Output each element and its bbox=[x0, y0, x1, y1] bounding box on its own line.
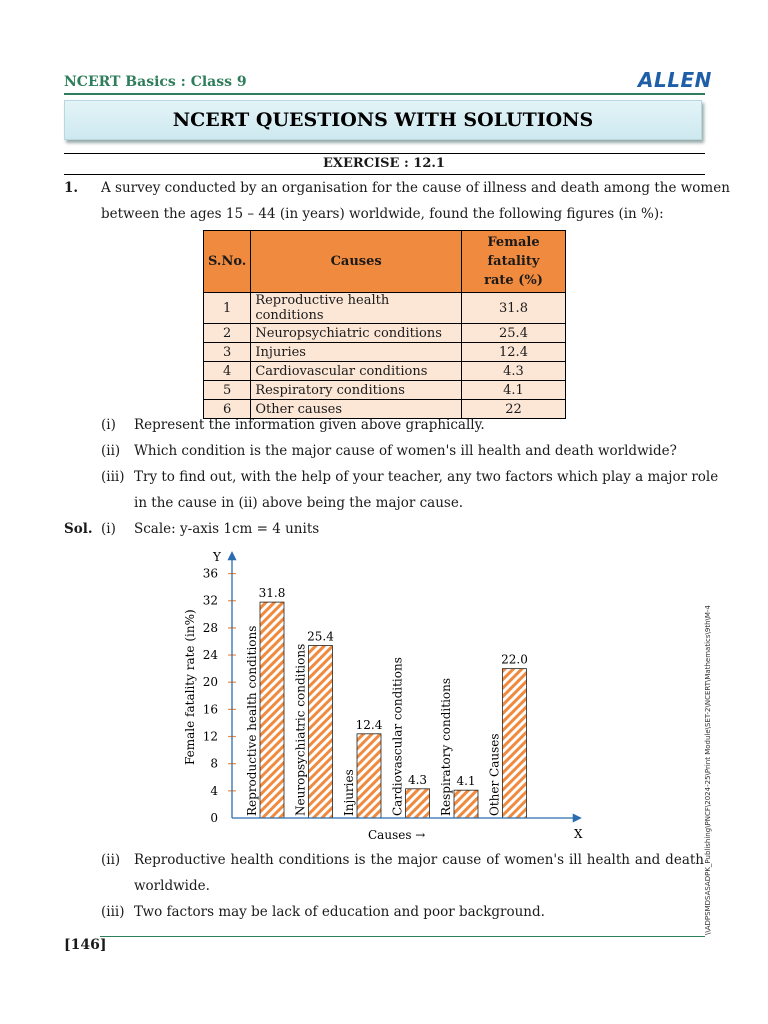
table-row bbox=[204, 324, 566, 343]
solution-part-ii-line-2: worldwide. bbox=[134, 878, 210, 894]
category-label: Other Causes bbox=[487, 733, 502, 816]
x-axis-label: Causes → bbox=[368, 828, 426, 842]
table-row bbox=[204, 381, 566, 400]
cell-rate: 4.3 bbox=[462, 362, 566, 381]
part-iii-text-2: in the cause in (ii) above being the major cause. bbox=[134, 495, 464, 511]
exercise-rule-top bbox=[64, 153, 705, 154]
x-axis-name: X bbox=[574, 827, 583, 841]
cell-sno: 4 bbox=[204, 362, 251, 381]
part-ii-text: Which condition is the major cause of women's ill health and death worldwide? bbox=[134, 443, 677, 459]
solution-part-ii-line-1: Reproductive health conditions is the major cause of women's ill health and death bbox=[134, 852, 704, 868]
y-tick-label: 0 bbox=[210, 811, 218, 825]
header-title: NCERT Basics : Class 9 bbox=[64, 74, 247, 90]
question-line-1: A survey conducted by an organisation for the cause of illness and death among the women bbox=[101, 180, 730, 196]
table-header-rate bbox=[462, 231, 566, 293]
cell-rate: 22 bbox=[462, 400, 566, 419]
cell-rate: 12.4 bbox=[462, 343, 566, 362]
bar bbox=[357, 734, 381, 818]
y-tick-label: 28 bbox=[202, 620, 218, 635]
table-row bbox=[204, 362, 566, 381]
cell-sno: 3 bbox=[204, 343, 251, 362]
part-i-num: (i) bbox=[101, 417, 116, 433]
part-ii-num: (ii) bbox=[101, 443, 121, 459]
part-i-text: Represent the information given above graphically. bbox=[134, 417, 485, 433]
bar-value-label: 31.8 bbox=[258, 586, 286, 601]
category-label: Respiratory conditions bbox=[439, 677, 453, 816]
cell-rate: 25.4 bbox=[462, 324, 566, 343]
cell-cause: Other causes bbox=[251, 400, 462, 419]
solution-scale: Scale: y-axis 1cm = 4 units bbox=[134, 521, 320, 537]
category-label: Neuropsychiatric conditions bbox=[293, 643, 308, 816]
cell-cause: Reproductive health conditions bbox=[251, 293, 462, 324]
bar bbox=[503, 669, 527, 818]
table-row bbox=[204, 343, 566, 362]
part-iii-text: Try to find out, with the help of your teacher, any two factors which play a major role bbox=[134, 469, 719, 485]
rate-header-line-3: rate (%) bbox=[484, 273, 543, 288]
y-axis-name: Y bbox=[213, 550, 221, 564]
rate-header-line-1: Female bbox=[487, 235, 540, 250]
table-header-sno: S.No. bbox=[204, 231, 251, 293]
cell-sno: 2 bbox=[204, 324, 251, 343]
bar bbox=[309, 646, 333, 818]
cell-cause: Injuries bbox=[251, 343, 462, 362]
y-axis-label: Female fatality rate (in%) bbox=[183, 609, 197, 765]
table-row bbox=[204, 293, 566, 324]
fatality-table bbox=[203, 230, 566, 419]
solution-label: Sol. bbox=[64, 521, 93, 537]
y-tick-label: 8 bbox=[210, 756, 218, 771]
brand-logo: ALLEN bbox=[638, 68, 712, 92]
cell-sno: 5 bbox=[204, 381, 251, 400]
category-label: Cardiovascular conditions bbox=[390, 657, 405, 816]
header-rule bbox=[64, 93, 705, 95]
y-tick-label: 12 bbox=[202, 729, 218, 744]
cell-sno: 1 bbox=[204, 293, 251, 324]
bar-value-label: 25.4 bbox=[307, 629, 334, 644]
cell-rate: 4.1 bbox=[462, 381, 566, 400]
exercise-rule-bottom bbox=[64, 174, 705, 175]
cell-sno: 6 bbox=[204, 400, 251, 419]
category-label: Reproductive health conditions bbox=[245, 625, 259, 816]
page-number: [146] bbox=[64, 937, 107, 953]
category-label: Injuries bbox=[342, 769, 356, 816]
cell-cause: Cardiovascular conditions bbox=[251, 362, 462, 381]
y-tick-label: 24 bbox=[202, 648, 218, 663]
side-file-path: \\ADPSMDSASADPK_Publishing\PNCF\2024-25\Print Module\SET-2\NCERT\Mathematics\9th\M-4 bbox=[704, 605, 712, 935]
table-header-causes: Causes bbox=[251, 231, 462, 293]
bar-value-label: 22.0 bbox=[501, 652, 528, 667]
bar-value-label: 4.1 bbox=[456, 774, 476, 789]
question-number: 1. bbox=[64, 180, 79, 196]
part-iii-num: (iii) bbox=[101, 469, 125, 485]
y-tick-label: 36 bbox=[202, 566, 218, 581]
y-tick-label: 32 bbox=[202, 593, 218, 608]
exercise-title: EXERCISE : 12.1 bbox=[323, 156, 445, 171]
solution-part-iii-num: (iii) bbox=[101, 904, 125, 920]
cell-cause: Respiratory conditions bbox=[251, 381, 462, 400]
cell-rate: 31.8 bbox=[462, 293, 566, 324]
bar bbox=[260, 602, 284, 818]
solution-part-iii-text: Two factors may be lack of education and poor background. bbox=[134, 904, 545, 920]
section-banner: NCERT QUESTIONS WITH SOLUTIONS bbox=[64, 100, 702, 140]
solution-part-ii-num: (ii) bbox=[101, 852, 121, 868]
rate-header-line-2: fatality bbox=[487, 254, 540, 269]
bar bbox=[454, 790, 478, 818]
bar-chart bbox=[160, 545, 600, 845]
footer-rule bbox=[100, 936, 705, 937]
y-tick-label: 16 bbox=[202, 702, 218, 717]
y-tick-label: 20 bbox=[202, 675, 218, 690]
solution-part-i-num: (i) bbox=[101, 521, 116, 537]
cell-cause: Neuropsychiatric conditions bbox=[251, 324, 462, 343]
bar bbox=[406, 789, 430, 818]
y-tick-label: 4 bbox=[210, 783, 218, 798]
bar-value-label: 12.4 bbox=[355, 717, 383, 732]
bar-value-label: 4.3 bbox=[407, 772, 428, 787]
question-line-2: between the ages 15 – 44 (in years) worldwide, found the following figures (in %): bbox=[101, 206, 664, 222]
